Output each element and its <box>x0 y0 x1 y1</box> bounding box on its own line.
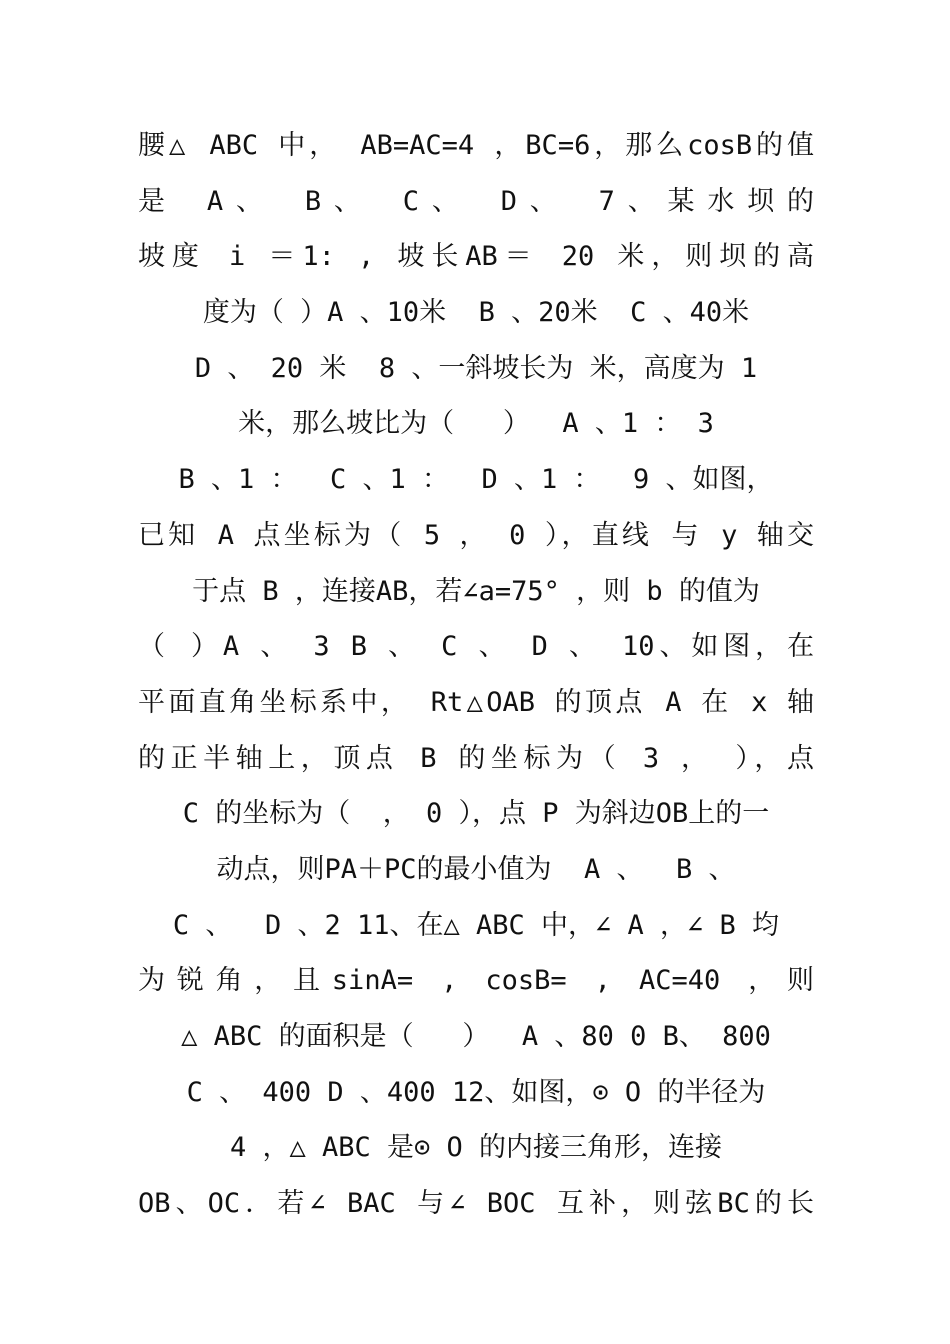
text-line: OB、OC．若∠ BAC 与∠ BOC 互补，则弦BC的长 <box>138 1188 814 1220</box>
text-line: 4 ，△ ABC 是⊙ O 的内接三角形，连接 <box>229 1132 723 1164</box>
text-line: C 、 400 D 、400 12、如图，⊙ O 的半径为 <box>186 1076 766 1108</box>
text-line: 的正半轴上，顶点 B 的坐标为（ 3 ， ），点 <box>138 742 814 774</box>
text-line: 已知 A 点坐标为（ 5 ， 0 ），直线 与 y 轴交 <box>138 519 814 551</box>
text-line: 平面直角坐标系中， Rt△OAB 的顶点 A 在 x 轴 <box>138 686 814 718</box>
text-line: 动点，则PA＋PC的最小值为 A 、 B 、 <box>216 853 736 885</box>
text-line: 米，那么坡比为（ ） A 、1 ： 3 <box>238 408 714 440</box>
text-line: （ ）A 、 3 B 、 C 、 D 、 10、如图，在 <box>138 631 814 663</box>
text-line: △ ABC 的面积是（ ） A 、80 0 B、 800 <box>181 1021 771 1052</box>
text-line: B 、1 ： C 、1 ： D 、1 ： 9 、如图， <box>178 464 774 496</box>
text-line: C 的坐标为（ ， 0 ），点 P 为斜边OB上的一 <box>182 798 770 830</box>
text-line: 坡度 i ＝1: , 坡长AB＝ 20 米，则坝的高 <box>138 241 814 273</box>
text-line: 是 A、 B、 C、 D、 7、某水坝的 <box>138 185 814 217</box>
text-line: 于点 B ，连接AB，若∠a=75° ，则 b 的值为 <box>192 575 760 607</box>
text-line: 度为（ ）A 、10米 B 、20米 C 、40米 <box>202 297 750 329</box>
text-line: 腰△ ABC 中， AB=AC=4 ，BC=6，那么cosB的值 <box>138 130 814 161</box>
question-text-block <box>138 118 814 1232</box>
text-line: D 、 20 米 8 、一斜坡长为 米，高度为 1 <box>194 352 758 384</box>
text-line: 为锐角，且sinA= , cosB= , AC=40 ，则 <box>138 965 814 997</box>
text-line: C 、 D 、2 11、在△ ABC 中，∠ A ，∠ B 均 <box>172 909 780 941</box>
